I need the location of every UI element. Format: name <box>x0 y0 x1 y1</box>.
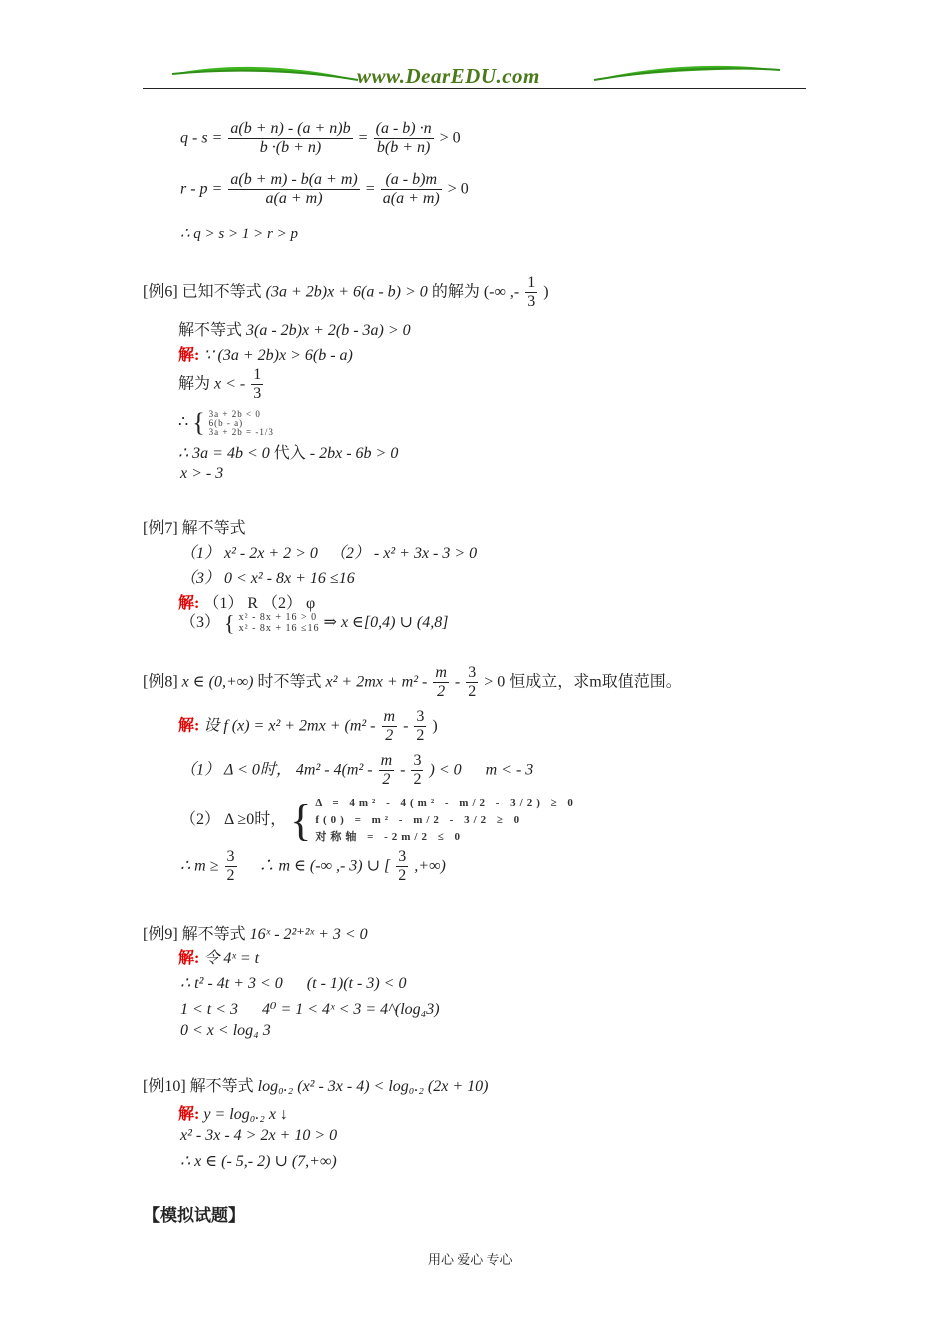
solution-text: y = log₀.₂ x ↓ <box>203 1106 288 1123</box>
example-9-solution-line-1 <box>178 945 259 968</box>
solution-text: 令 4ˣ = t <box>203 950 260 967</box>
proof-line2-fraction-a <box>228 171 359 209</box>
system-line: 3a + 2b < 0 <box>208 408 261 419</box>
minus-sign: - <box>403 717 409 735</box>
fraction-denominator: a(a + m) <box>382 190 440 208</box>
solution-label: 解: <box>178 717 200 735</box>
text-segment: 解不等式 <box>178 322 243 339</box>
solution-text: 设 f (x) = x² + 2mx + (m² - <box>203 717 376 735</box>
fraction-denominator: a(a + m) <box>265 190 323 208</box>
solution-text: ∴ m ∈ (-∞ ,- 3) ∪ [ <box>242 857 391 875</box>
fraction-denominator: 2 <box>226 867 235 885</box>
example-label: [例6] 已知不等式 <box>143 283 262 301</box>
example-7-parts-1-2: （1） x² - 2x + 2 > 0 （2） - x² + 3x - 3 > 0 <box>180 545 478 562</box>
system-line: Δ = 4m² - 4(m² - m/2 - 3/2) ≥ 0 <box>315 797 577 809</box>
fraction-denominator: 2 <box>413 771 422 789</box>
text-segment: 代入 <box>273 445 306 462</box>
system-line: x² - 8x + 16 ≤16 <box>238 623 320 635</box>
text-segment: 解为 <box>178 375 211 393</box>
fraction-denominator: 3 <box>253 385 262 403</box>
inequality-part: x² + 2mx + m² - <box>325 673 428 691</box>
proof-line1-fraction-b <box>374 120 434 158</box>
text-segment: 时不等式 <box>257 673 322 691</box>
fraction-numerator: m <box>433 664 449 683</box>
example-10-solution-line-2: x² - 3x - 4 > 2x + 10 > 0 <box>180 1127 338 1144</box>
site-logo-text: www.DearEDU.com <box>357 64 540 88</box>
fraction <box>382 708 398 746</box>
example-10-solution-line-1 <box>178 1101 288 1124</box>
example-8-case-1 <box>180 752 533 790</box>
solution-label: 解: <box>178 1106 200 1123</box>
solution-text: - 2bx - 6b > 0 <box>309 445 399 462</box>
system-line: f(0) = m² - m/2 - 3/2 ≥ 0 <box>315 814 524 826</box>
therefore-symbol: ∴ <box>178 413 189 431</box>
solution-label: 解: <box>178 595 200 612</box>
example-label: [例10] 解不等式 <box>143 1078 254 1095</box>
fraction-denominator: 2 <box>468 683 477 701</box>
fraction-denominator: 2 <box>382 771 391 789</box>
fraction-numerator: 3 <box>396 848 408 867</box>
task-inequality: 3(a - 2b)x + 2(b - 3a) > 0 <box>246 322 411 339</box>
left-brace-icon: { <box>224 610 235 636</box>
example-8-conclusion <box>180 848 446 886</box>
fraction-numerator: m <box>382 708 398 727</box>
fraction-denominator: b(b + n) <box>376 139 431 157</box>
compressed-system <box>239 612 320 634</box>
proof-line1-lhs: q - s = <box>180 129 223 147</box>
solution-fraction <box>251 366 263 404</box>
solution-text: ∵ (3a + 2b)x > 6(b - a) <box>203 347 353 364</box>
left-brace-icon: { <box>290 796 312 845</box>
fraction <box>411 752 423 790</box>
solution-text: ,+∞) <box>414 857 446 875</box>
interval-fraction <box>525 274 537 312</box>
proof-line-1 <box>180 120 461 158</box>
fraction-denominator: 3 <box>527 293 536 311</box>
proof-conclusion: ∴ q > s > 1 > r > p <box>180 226 298 242</box>
solution-text: （1） Δ < 0时， 4m² - 4(m² - <box>180 761 373 779</box>
text-segment: （3） <box>180 614 221 631</box>
example-7-solution-line-3 <box>180 609 448 636</box>
left-swoosh-graphic <box>170 60 360 84</box>
given-inequality: (3a + 2b)x + 6(a - b) > 0 <box>265 283 428 301</box>
example-9-solution-line-3: 1 < t < 3 4⁰ = 1 < 4ˣ < 3 = 4^(log₄3) <box>180 1001 440 1018</box>
example-6-solution-line-5: x > - 3 <box>180 465 224 482</box>
example-6-solution-line-4 <box>178 440 398 463</box>
solution-label: 解: <box>178 950 200 967</box>
condition: x ∈ (0,+∞) <box>181 673 254 691</box>
solution-text: ∴ 3a = 4b < 0 <box>178 445 270 462</box>
fraction-numerator: 3 <box>411 752 423 771</box>
interval-open: (-∞ ,- <box>483 283 520 301</box>
proof-line2-fraction-b <box>381 171 442 209</box>
compressed-system <box>209 410 274 437</box>
fraction <box>433 664 449 702</box>
example-label: [例9] 解不等式 <box>143 926 246 943</box>
fraction <box>396 848 408 886</box>
fraction-numerator: a(b + m) - b(a + m) <box>228 171 359 190</box>
example-10-solution-line-3: ∴ x ∈ (- 5,- 2) ∪ (7,+∞) <box>180 1153 337 1170</box>
equals-sign: = <box>365 180 375 198</box>
left-brace-icon: { <box>192 408 205 437</box>
inequality-tail: > 0 <box>439 129 461 147</box>
text-segment: 恒成立，求m取值范围。 <box>509 673 682 691</box>
inequality-part: > 0 <box>484 673 506 691</box>
fraction-denominator: 2 <box>416 727 425 745</box>
interval-close: ) <box>543 283 549 301</box>
example-8-case-2 <box>180 795 577 846</box>
example-6-solution-line-1 <box>178 342 353 365</box>
solution-text: x < - <box>214 375 246 393</box>
fraction-numerator: 3 <box>225 848 237 867</box>
fraction-denominator: 2 <box>398 867 407 885</box>
minus-sign: - <box>400 761 406 779</box>
example-6-heading <box>143 274 549 312</box>
proof-line2-lhs: r - p = <box>180 180 223 198</box>
fraction <box>414 708 426 746</box>
fraction-numerator: (a - b) ·n <box>374 120 434 139</box>
header-rule <box>143 88 806 89</box>
example-9-solution-line-4: 0 < x < log₄ 3 <box>180 1022 271 1039</box>
equals-sign: = <box>358 129 368 147</box>
given-inequality: log₀.₂ (x² - 3x - 4) < log₀.₂ (2x + 10) <box>257 1078 489 1095</box>
example-6-task <box>178 317 411 340</box>
solution-text: （1） R （2） φ <box>203 595 316 612</box>
fraction-numerator: 1 <box>525 274 537 293</box>
system-line: 6(b - a) <box>208 417 244 428</box>
solution-text: （2） Δ ≥0时， <box>180 811 287 829</box>
simulated-exam-heading: 【模拟试题】 <box>143 1206 245 1225</box>
solution-text: ) < 0 m < - 3 <box>429 761 534 779</box>
fraction-denominator: 2 <box>437 683 446 701</box>
inequality-tail: > 0 <box>447 180 469 198</box>
given-inequality: 16ˣ - 2²⁺²ˣ + 3 < 0 <box>249 926 368 943</box>
solution-text: ∴ m ≥ <box>180 857 219 875</box>
fraction-numerator: 3 <box>414 708 426 727</box>
example-7-part-3: （3） 0 < x² - 8x + 16 ≤16 <box>180 570 355 587</box>
example-8-solution-setup <box>178 708 438 746</box>
fraction-numerator: 3 <box>466 664 478 683</box>
system-line: 对称轴 = -2m/2 ≤ 0 <box>315 831 465 843</box>
example-8-heading <box>143 664 682 702</box>
fraction-numerator: 1 <box>251 366 263 385</box>
fraction <box>225 848 237 886</box>
example-label: [例8] <box>143 673 178 691</box>
paren-close: ) <box>432 717 438 735</box>
example-7-heading: [例7] 解不等式 <box>143 520 246 537</box>
fraction <box>466 664 478 702</box>
system-line: x² - 8x + 16 > 0 <box>238 612 318 624</box>
compressed-system <box>315 795 577 846</box>
solution-text: ⇒ x ∈[0,4) ∪ (4,8] <box>323 614 449 631</box>
solution-label: 解: <box>178 347 200 364</box>
fraction-denominator: b ·(b + n) <box>259 139 322 157</box>
right-swoosh-graphic <box>592 60 782 84</box>
minus-sign: - <box>454 673 461 691</box>
system-line: 3a + 2b = -1/3 <box>208 426 274 437</box>
fraction <box>379 752 395 790</box>
fraction-denominator: 2 <box>385 727 394 745</box>
example-6-solution-system <box>178 408 274 438</box>
proof-line1-fraction-a <box>228 120 352 158</box>
example-9-heading <box>143 921 368 944</box>
example-6-solution-line-2 <box>178 366 265 404</box>
text-segment: 的解为 <box>431 283 480 301</box>
example-10-heading <box>143 1073 488 1096</box>
fraction-numerator: m <box>379 752 395 771</box>
fraction-numerator: a(b + n) - (a + n)b <box>228 120 352 139</box>
proof-line-2 <box>180 171 469 209</box>
example-9-solution-line-2: ∴ t² - 4t + 3 < 0 (t - 1)(t - 3) < 0 <box>180 975 407 992</box>
page-footer: 用心 爱心 专心 <box>428 1252 513 1267</box>
fraction-numerator: (a - b)m <box>381 171 442 190</box>
